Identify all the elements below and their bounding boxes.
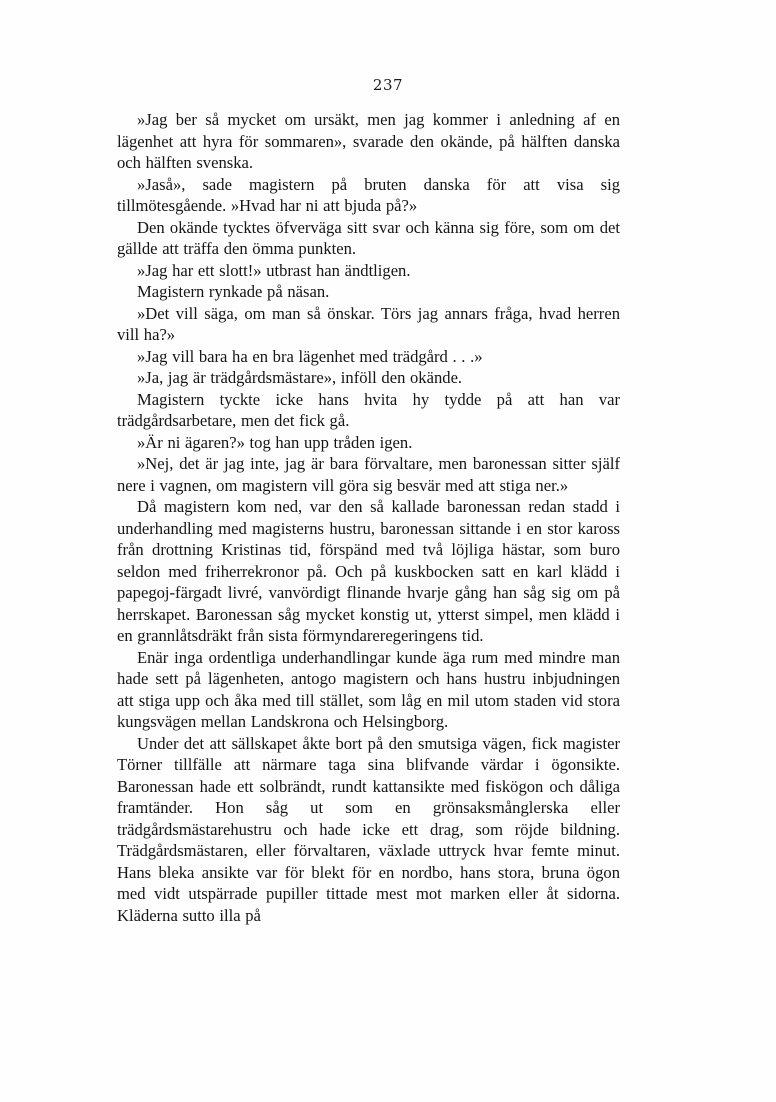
paragraph: »Jaså», sade magistern på bruten danska för att visa sig tillmötesgående. »Hvad har ni att bjuda på?»	[117, 174, 620, 215]
paragraph: »Jag har ett slott!» utbrast han ändtligen.	[137, 260, 411, 280]
paragraph: »Det vill säga, om man så önskar. Törs jag annars fråga, hvad herren vill ha?»	[117, 303, 620, 344]
paragraph: Den okände tycktes öfverväga sitt svar och känna sig före, som om det gällde att träffa den ömma punkten.	[117, 217, 620, 258]
paragraph: »Jag vill bara ha en bra lägenhet med trädgård . . .»	[137, 346, 483, 366]
paragraph: »Jag ber så mycket om ursäkt, men jag kommer i anledning af en lägenhet att hyra för sommaren», svarade den okände, på hälften danska och hälften svenska.	[117, 110, 620, 172]
paragraph: Under det att sällskapet åkte bort på den smutsiga vägen, fick magister Törner tillfälle att närmare taga sina blifvande värdar i ögonsikte. Baronessan hade ett solbrändt, rundt kattansikte med fiskögon och dåliga framtänder. Hon såg ut som en grönsaksmånglerska eller trädgårdsmästarehustru och hade icke ett drag, som röjde bildning. Trädgårdsmästaren, eller förvaltaren, växlade uttryck hvar femte minut. Hans bleka ansikte var för blekt för en nordbo, hans stora, bruna ögon med vidt utspärrade pupiller tittade mest mot marken eller åt sidorna. Kläderna sutto illa på	[117, 733, 620, 925]
paragraph: Magistern rynkade på näsan.	[137, 282, 330, 301]
paragraph: »Nej, det är jag inte, jag är bara förvaltare, men baronessan sitter själf nere i vagnen, om magistern vill göra sig besvär med att stiga ner.»	[117, 454, 620, 495]
paragraph: Då magistern kom ned, var den så kallade baronessan redan stadd i underhandling med magisterns hustru, baronessan sittande i en stor kaross från drottning Kristinas tid, förspänd med två löjliga hästar, som buro seldon med friherrekronor på. Och på kuskbocken satt en karl klädd i papegoj-färgadt livré, vanvördigt flinande hvarje gång han såg sig om på herrskapet. Baronessan såg mycket konstig ut, ytterst simpel, men klädd i en grannlåtsdräkt från sista förmyndareregeringens tid.	[117, 497, 620, 645]
body-text	[117, 109, 620, 926]
paragraph: »Är ni ägaren?» tog han upp tråden igen.	[137, 432, 413, 452]
paragraph: »Ja, jag är trädgårdsmästare», inföll den okände.	[137, 368, 463, 387]
page-number: 237	[372, 76, 404, 94]
paragraph: Enär inga ordentliga underhandlingar kunde äga rum med mindre man hade sett på lägenheten, antogo magistern och hans hustru inbjudningen att stiga upp och åka med till stället, som låg en mil utom staden vid stora kungsvägen mellan Landskrona och Helsingborg.	[117, 647, 620, 731]
paragraph: Magistern tyckte icke hans hvita hy tydde på att han var trädgårdsarbetare, men det fick gå.	[117, 389, 620, 430]
